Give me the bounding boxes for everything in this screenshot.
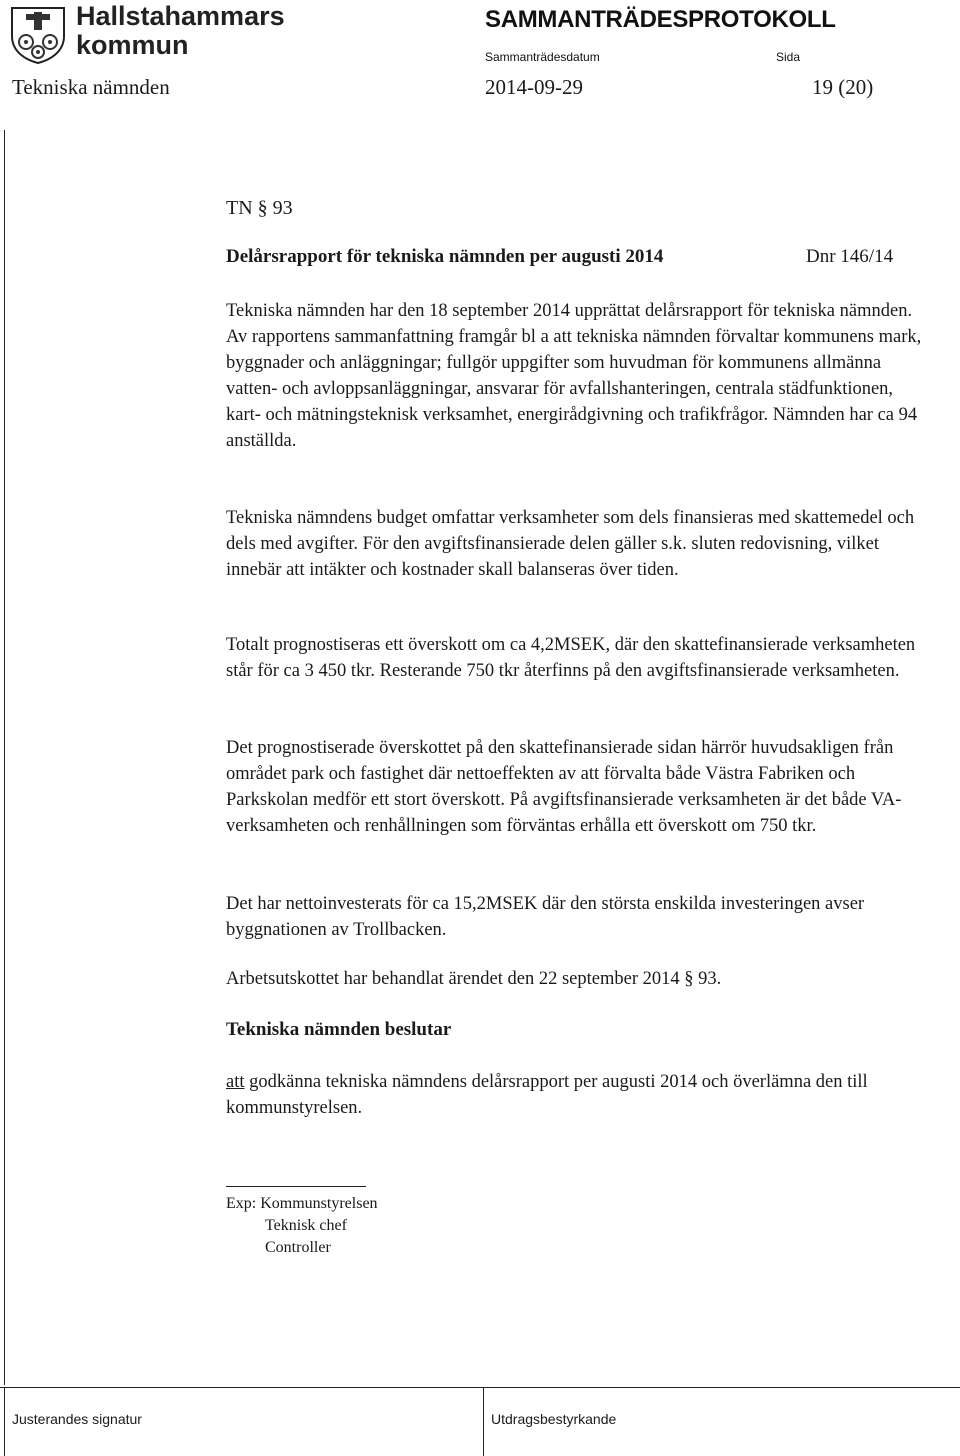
footer-rule: [0, 1387, 960, 1388]
footer-divider: [483, 1387, 484, 1456]
footer-left-edge: [4, 1387, 5, 1456]
meeting-date-label: Sammanträdesdatum: [485, 50, 600, 64]
paragraph-5: Det har nettoinvesterats för ca 15,2MSEK där den största enskilda investeringen avser byggnationen av Trollbacken.: [226, 894, 865, 940]
distribution-line-1: Exp: Kommunstyrelsen: [226, 1195, 378, 1212]
decision-heading: Tekniska nämnden beslutar: [226, 1019, 452, 1040]
margin-rule: [4, 130, 5, 1385]
decision-body: godkänna tekniska nämndens delårsrapport per augusti 2014 och överlämna den till kommunstyrelsen.: [226, 1072, 868, 1118]
distribution-list: [226, 1193, 378, 1259]
adjuster-signature-label: Justerandes signatur: [12, 1411, 142, 1427]
paragraph-2: Tekniska nämndens budget omfattar verksamheter som dels finansieras med skattemedel och dels med avgifter. För den avgiftsfinansierade delen gäller s.k. sluten redovisning, vilket innebär att intäkter och kostnader skall balanseras över tiden.: [226, 508, 915, 580]
meeting-date: 2014-09-29: [485, 75, 583, 99]
paragraph-3: Totalt prognostiseras ett överskott om ca 4,2MSEK, där den skattefinansierade verksamheten står för ca 3 450 tkr. Resterande 750 tkr återfinns på den avgiftsfinansierade verksamheten.: [226, 635, 916, 681]
case-number: Dnr 146/14: [806, 246, 894, 267]
item-title: Delårsrapport för tekniska nämnden per augusti 2014: [226, 246, 664, 267]
distribution-rule: [226, 1186, 366, 1187]
extract-certification-label: Utdragsbestyrkande: [491, 1411, 617, 1427]
municipality-logo-text: [76, 1, 285, 62]
committee-name: Tekniska nämnden: [12, 75, 170, 99]
logo-line-2: kommun: [76, 30, 189, 60]
paragraph-4: Det prognostiserade överskottet på den skattefinansierade sidan härrör huvudsakligen från området park och fastighet där nettoeffekten av att förvalta både Västra Fabriken och Parkskolan medför ett stort överskott. På avgiftsfinansierade verksamheten är det både VA-verksamheten och renhållningen som förväntas erhålla ett överskott om 750 tkr.: [226, 738, 902, 836]
municipal-crest-icon: [10, 6, 66, 64]
paragraph-1: Tekniska nämnden har den 18 september 2014 upprättat delårsrapport för tekniska nämnden. Av rapportens sammanfattning framgår bl a att tekniska nämnden förvaltar kommunens mark, byggnader och anläggningar; fullgör uppgifter som huvudman för kommunens allmänna vatten- och avloppsanläggningar, ansvarar för avfallshanteringen, centrala städfunktionen, kart- och mätningsteknisk verksamhet, energirådgivning och trafikfrågor. Nämnden har ca 94 anställda.: [226, 301, 922, 451]
distribution-line-2: Teknisk chef: [265, 1217, 347, 1234]
decision-att: att: [226, 1072, 245, 1092]
decision-text: [226, 1069, 926, 1121]
logo-line-1: Hallstahammars: [76, 1, 285, 31]
page-label: Sida: [776, 50, 801, 64]
section-id: TN § 93: [226, 197, 293, 219]
document-type-title: SAMMANTRÄDESPROTOKOLL: [485, 6, 836, 33]
page-number: 19 (20): [812, 75, 874, 99]
paragraph-6: Arbetsutskottet har behandlat ärendet den 22 september 2014 § 93.: [226, 969, 722, 989]
distribution-line-3: Controller: [265, 1239, 331, 1256]
